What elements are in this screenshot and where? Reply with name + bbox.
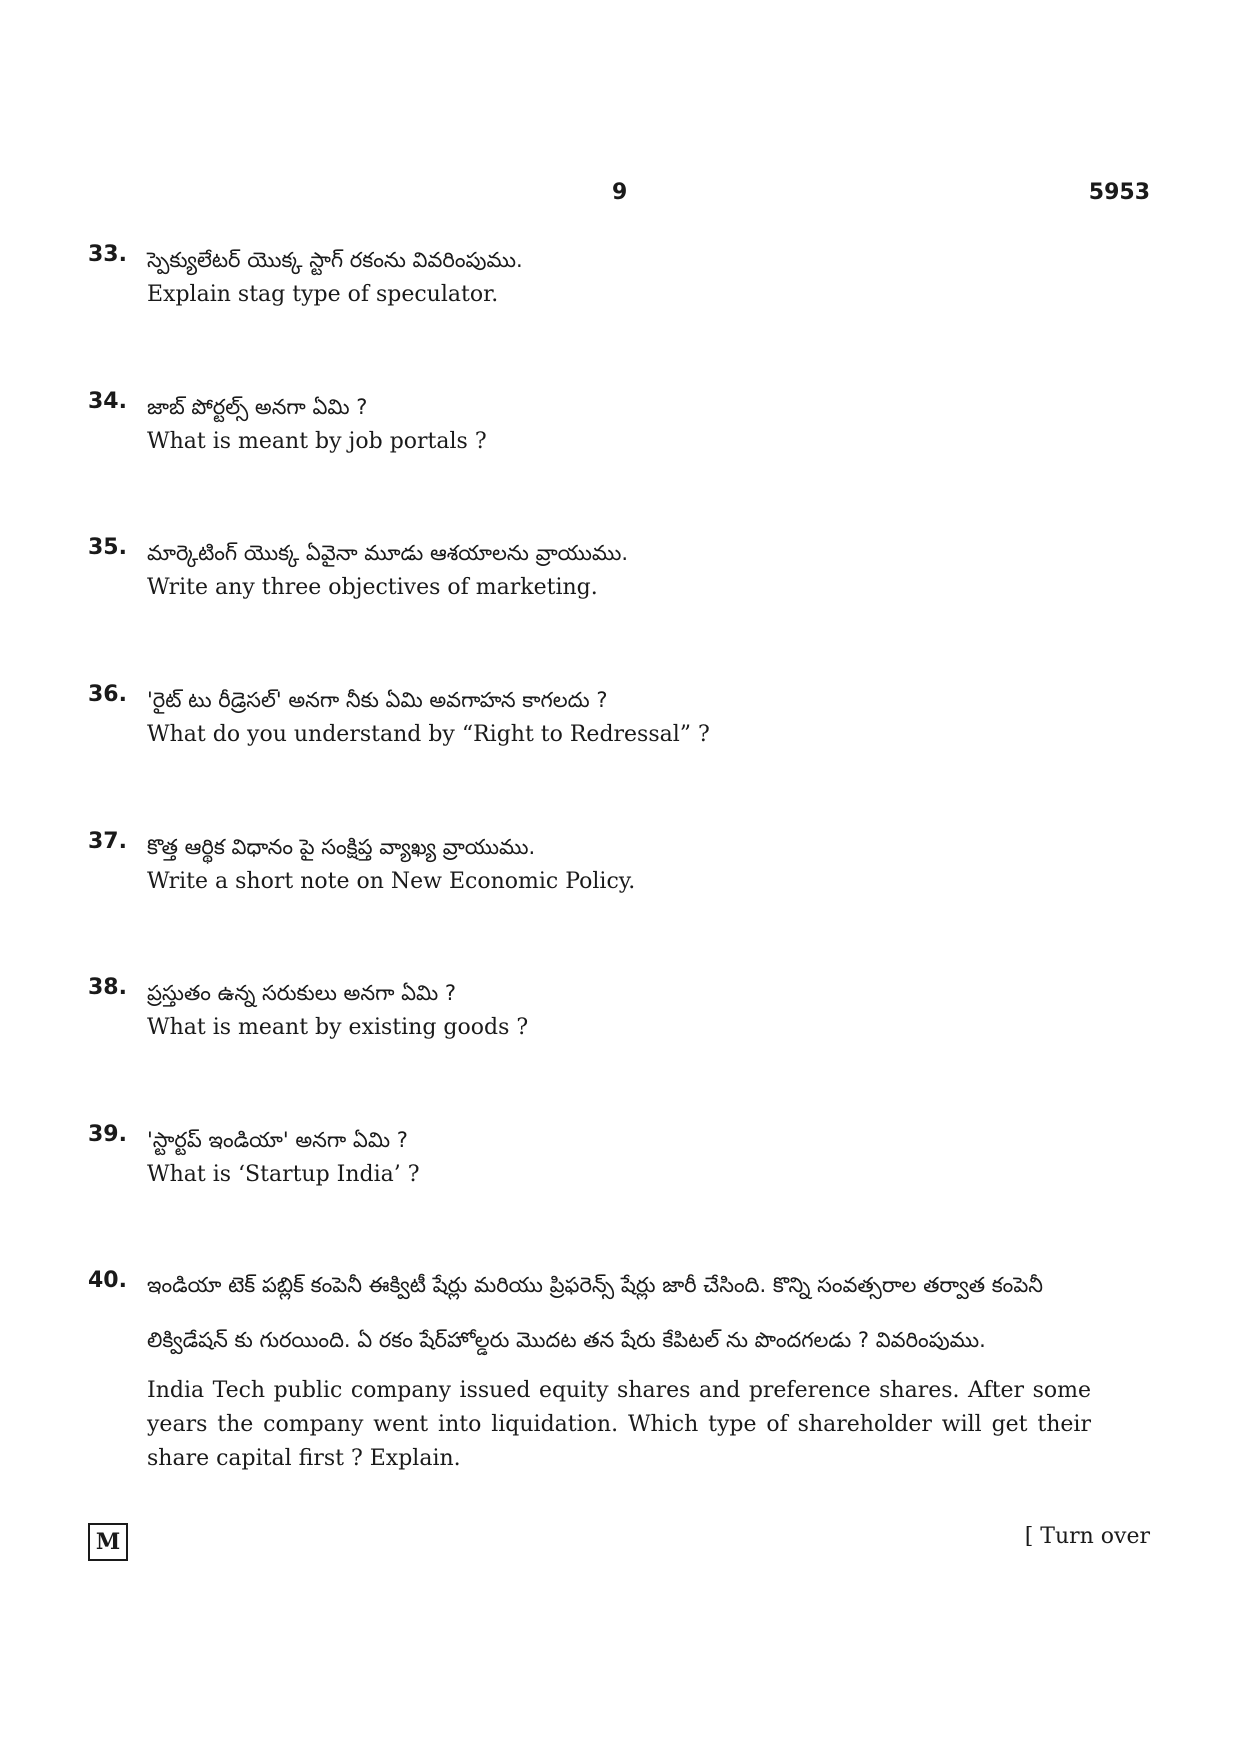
- page-number: 9: [612, 180, 628, 205]
- question-34: [88, 387, 1088, 459]
- question-text-english: Explain stag type of speculator.: [147, 282, 499, 307]
- question-number: 38.: [88, 975, 127, 1000]
- question-number: 40.: [88, 1268, 127, 1293]
- question-text-telugu: మార్కెటింగ్ యొక్క ఏవైనా మూడు ఆశయాలను వ్రాయుము.: [147, 541, 629, 565]
- question-text-telugu: కొత్త ఆర్థిక విధానం పై సంక్షిప్త వ్యాఖ్య వ్రాయుము.: [147, 835, 536, 859]
- question-number: 37.: [88, 829, 127, 854]
- question-number: 33.: [88, 242, 127, 267]
- question-text-english: What is meant by job portals ?: [147, 429, 487, 454]
- question-35: [88, 533, 1088, 605]
- question-text-telugu: ప్రస్తుతం ఉన్న సరుకులు అనగా ఏమి ?: [147, 981, 457, 1005]
- question-text-telugu: ఇండియా టెక్ పబ్లిక్ కంపెనీ ఈక్విటీ షేర్లు మరియు ప్రిఫరెన్స్ షేర్లు జారీ చేసింది. కొన్ని సంవత్సరాల తర్వాత కంపెనీ లిక్విడేషన్ కు గురయింది. ఏ రకం షేర్‌హోల్డరు మొదట తన షేరు కేపిటల్ ను పొందగలడు ? వివరింపుము.: [147, 1273, 1044, 1352]
- question-text-telugu: 'స్టార్టప్ ఇండియా' అనగా ఏమి ?: [147, 1128, 408, 1152]
- question-38: [88, 973, 1088, 1045]
- question-number: 39.: [88, 1122, 127, 1147]
- question-text-english: What do you understand by “Right to Redressal” ?: [147, 722, 710, 747]
- question-39: [88, 1120, 1088, 1192]
- turn-over-note: [ Turn over: [1024, 1524, 1150, 1549]
- question-36: [88, 680, 1088, 752]
- question-text-telugu: స్పెక్యులేటర్ యొక్క స్టాగ్ రకంను వివరింపుము.: [147, 248, 523, 272]
- question-40: [88, 1266, 1091, 1476]
- medium-mark-box: M: [88, 1523, 128, 1561]
- question-number: 34.: [88, 389, 127, 414]
- question-text-english: What is ‘Startup India’ ?: [147, 1162, 420, 1187]
- question-text-english: India Tech public company issued equity shares and preference shares. After some years the company went into liquidation. Which type of shareholder will get their share capital first ? Explain.: [147, 1378, 1091, 1471]
- question-text-english: Write any three objectives of marketing.: [147, 575, 598, 600]
- question-number: 35.: [88, 535, 127, 560]
- question-37: [88, 827, 1088, 899]
- paper-code: 5953: [1088, 180, 1150, 205]
- question-33: [88, 240, 1088, 312]
- question-text-english: What is meant by existing goods ?: [147, 1015, 529, 1040]
- question-number: 36.: [88, 682, 127, 707]
- question-text-telugu: 'రైట్ టు రీడ్రెసల్' అనగా నీకు ఏమి అవగాహన కాగలదు ?: [147, 688, 608, 712]
- question-text-telugu: జాబ్ పోర్టల్స్ అనగా ఏమి ?: [147, 395, 368, 419]
- question-text-english: Write a short note on New Economic Policy.: [147, 869, 636, 894]
